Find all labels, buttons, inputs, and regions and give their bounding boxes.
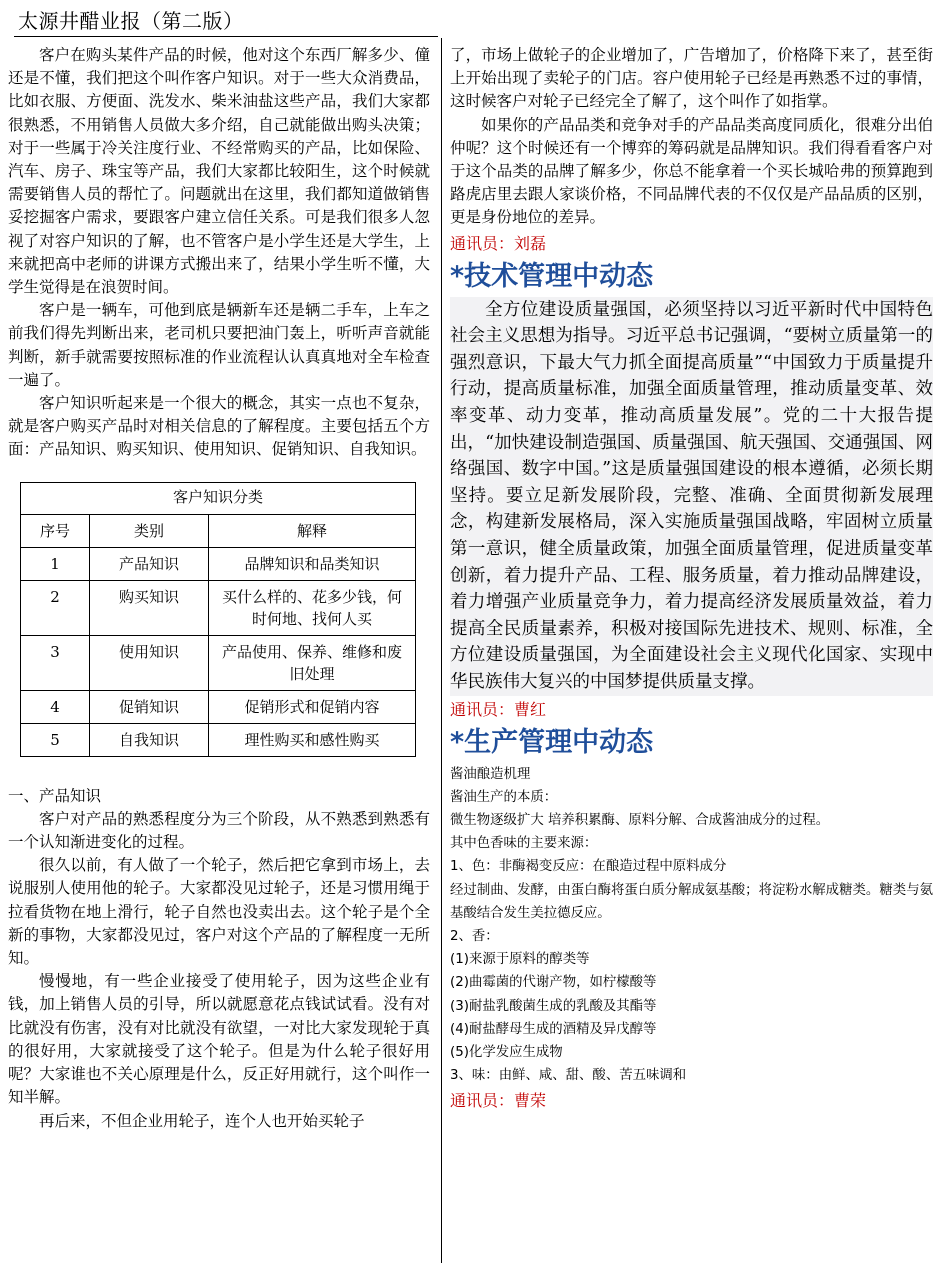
table-cell: 品牌知识和品类知识 — [209, 547, 416, 580]
table-cell: 理性购买和感性购买 — [209, 723, 416, 756]
table-cell: 使用知识 — [90, 635, 209, 690]
table-cell: 购买知识 — [90, 580, 209, 635]
body-paragraph: 客户对产品的熟悉程度分为三个阶段，从不熟悉到熟悉有一个认知渐进变化的过程。 — [8, 809, 430, 852]
table-cell: 产品知识 — [90, 547, 209, 580]
table-cell: 买什么样的、花多少钱，何时何地、找何人买 — [209, 580, 416, 635]
body-paragraph: 再后来，不但企业用轮子，连个人也开始买轮子 — [39, 1111, 365, 1130]
column-divider — [441, 38, 442, 1263]
table-cell: 促销知识 — [90, 690, 209, 723]
production-line: 3、味：由鲜、咸、甜、酸、苦五味调和 — [450, 1068, 687, 1084]
table-row — [21, 580, 416, 635]
reporter-credit: 通讯员：曹红 — [450, 699, 547, 719]
production-line: (2)曲霉菌的代谢产物，如柠檬酸等 — [450, 975, 657, 991]
table-caption: 客户知识分类 — [21, 482, 416, 514]
table-row — [21, 690, 416, 723]
table-cell: 促销形式和促销内容 — [209, 690, 416, 723]
production-line: (3)耐盐乳酸菌生成的乳酸及其酯等 — [450, 998, 657, 1014]
table-header: 解释 — [209, 514, 416, 547]
table-cell: 3 — [21, 635, 90, 690]
tech-management-title: *技术管理中动态 — [450, 260, 654, 292]
table-cell: 4 — [21, 690, 90, 723]
left-column — [8, 44, 430, 1133]
reporter-credit: 通讯员：刘磊 — [450, 233, 547, 253]
production-line: (1)来源于原料的醇类等 — [450, 952, 590, 968]
customer-knowledge-table — [20, 482, 416, 757]
body-paragraph: 如果你的产品品类和竞争对手的产品品类高度同质化，很难分出伯仲呢？这个时候还有一个博弈的筹码就是品牌知识。我们得看看客户对于这个品类的品牌了解多少，你总不能拿着一个买长城哈弗的预算跑到路虎店里去跟人家谈价格，不同品牌代表的不仅仅是产品品质的区别，更是身份地位的差异。 — [450, 115, 933, 227]
production-line: (4)耐盐酵母生成的酒精及异戊醇等 — [450, 1021, 657, 1037]
section-heading: 一、产品知识 — [8, 786, 102, 805]
tech-paragraph: 全方位建设质量强国，必须坚持以习近平新时代中国特色社会主义思想为指导。习近平总书记强调，“要树立质量第一的强烈意识，下最大气力抓全面提高质量”“中国致力于质量提升行动，提高质量标准，加强全面质量管理，推动质量变革、效率变革、动力变革，推动高质量发展”。党的二十大报告提出，“加快建设制造强国、质量强国、航天强国、交通强国、网络强国、数字中国。”这是质量强国建设的根本遵循，必须长期坚持。要立足新发展阶段，完整、准确、全面贯彻新发展理念，构建新发展格局，深入实施质量强国战略，牢固树立质量第一意识，健全质量政策，加强全面质量管理，促进质量变革创新，着力提升产品、工程、服务质量，着力推动品牌建设，着力增强产业质量竞争力，着力提高经济发展质量效益，着力提高全民质量素养，积极对接国际先进技术、规则、标准，全方位建设质量强国，为全面建设社会主义现代化国家、实现中华民族伟大复兴的中国梦提供质量支撑。 — [450, 297, 933, 696]
table-row — [21, 635, 416, 690]
production-line: 1、色：非酶褐变反应：在酿造过程中原料成分 — [450, 859, 727, 875]
intro-paragraph: 客户知识听起来是一个很大的概念，其实一点也不复杂，就是客户购买产品时对相关信息的了解程度。主要包括五个方面：产品知识、购买知识、使用知识、促销知识、自我知识。 — [8, 394, 430, 459]
production-management-title: *生产管理中动态 — [450, 726, 654, 758]
table-row — [21, 723, 416, 756]
table-cell: 自我知识 — [90, 723, 209, 756]
table-cell: 产品使用、保养、维修和废旧处理 — [209, 635, 416, 690]
intro-paragraph: 客户在购头某件产品的时候，他对这个东西厂解多少、僮还是不懂，我们把这个叫作客户知识。对于一些大众消费品，比如衣服、方便面、洗发水、柴米油盐这些产品，我们大家都很熟悉，不用销售人员做大多介绍，自己就能做出购头决策；对于一些属于冷关注度行业、不经常购买的产品，比如保险、汽车、房子、珠宝等产品，我们大家都比较阳生，这个时候就需要销售人员的帮忙了。问题就出在这里，我们都知道做销售妥挖掘客户需求，要跟客户建立信任关系。可是我们很多人忽视了对容户知识的了解，也不管客户是小学生还是大学生，上来就把高中老师的讲课方式搬出来了，结果小学生听不懂，大学生觉得是在浪贺时间。 — [8, 46, 430, 297]
table-row — [21, 547, 416, 580]
body-paragraph: 慢慢地，有一些企业接受了使用轮子，因为这些企业有钱，加上销售人员的引导，所以就愿意花点钱试试看。没有对比就没有伤害，没有对比就没有欲望，一对比大家发现轮于真的很好用，大家就接受了这个轮子。但是为什么轮子很好用呢？大家谁也不关心原理是什么，反正好用就行，这个叫作一知半解。 — [8, 972, 430, 1107]
production-line: 经过制曲、发酵，由蛋白酶将蛋白质分解成氨基酸；将淀粉水解成糖类。糖类与氨基酸结合发生美拉德反应。 — [450, 882, 933, 921]
reporter-credit: 通讯员：曹荣 — [450, 1091, 547, 1111]
production-line: 微生物逐级扩大 培养积累酶、原料分解、合成酱油成分的过程。 — [450, 812, 830, 828]
body-paragraph: 很久以前，有人做了一个轮子，然后把它拿到市场上，去说服别人使用他的轮子。大家都没见过轮子，还是习惯用绳于拉看货物在地上滑行，轮子自然也没卖出去。这个轮子是个全新的事物，大家都没见过，客户对这个产品的了解程度一无所知。 — [8, 856, 430, 968]
production-line: 酱油生产的本质： — [450, 789, 558, 805]
table-cell: 2 — [21, 580, 90, 635]
table-cell: 5 — [21, 723, 90, 756]
table-cell: 1 — [21, 547, 90, 580]
tech-article — [450, 297, 933, 696]
production-line: (5)化学发应生成物 — [450, 1044, 563, 1060]
table-header: 类别 — [90, 514, 209, 547]
production-article — [450, 763, 933, 1088]
table-header: 序号 — [21, 514, 90, 547]
intro-paragraph: 客户是一辆车，可他到底是辆新车还是辆二手车，上车之前我们得先判断出来，老司机只要把油门轰上，听听声音就能判断，新手就需要按照标准的作业流程认认真真地对全车检查一遍了。 — [8, 301, 430, 389]
continued-paragraph: 了，市场上做轮子的企业增加了，广告增加了，价格降下来了，甚至街上开始出现了卖轮子的门店。容户使用轮子已经是再熟悉不过的事情，这时候客户对轮子已经完全了解了，这个叫作了如指掌。 — [450, 46, 933, 111]
newspaper-masthead: 太源井醋业报（第二版） — [14, 6, 438, 37]
production-line: 其中色香味的主要来源： — [450, 836, 598, 852]
right-column — [450, 44, 933, 1115]
production-line: 酱油酿造机理 — [450, 766, 531, 782]
production-line: 2、香： — [450, 928, 499, 944]
